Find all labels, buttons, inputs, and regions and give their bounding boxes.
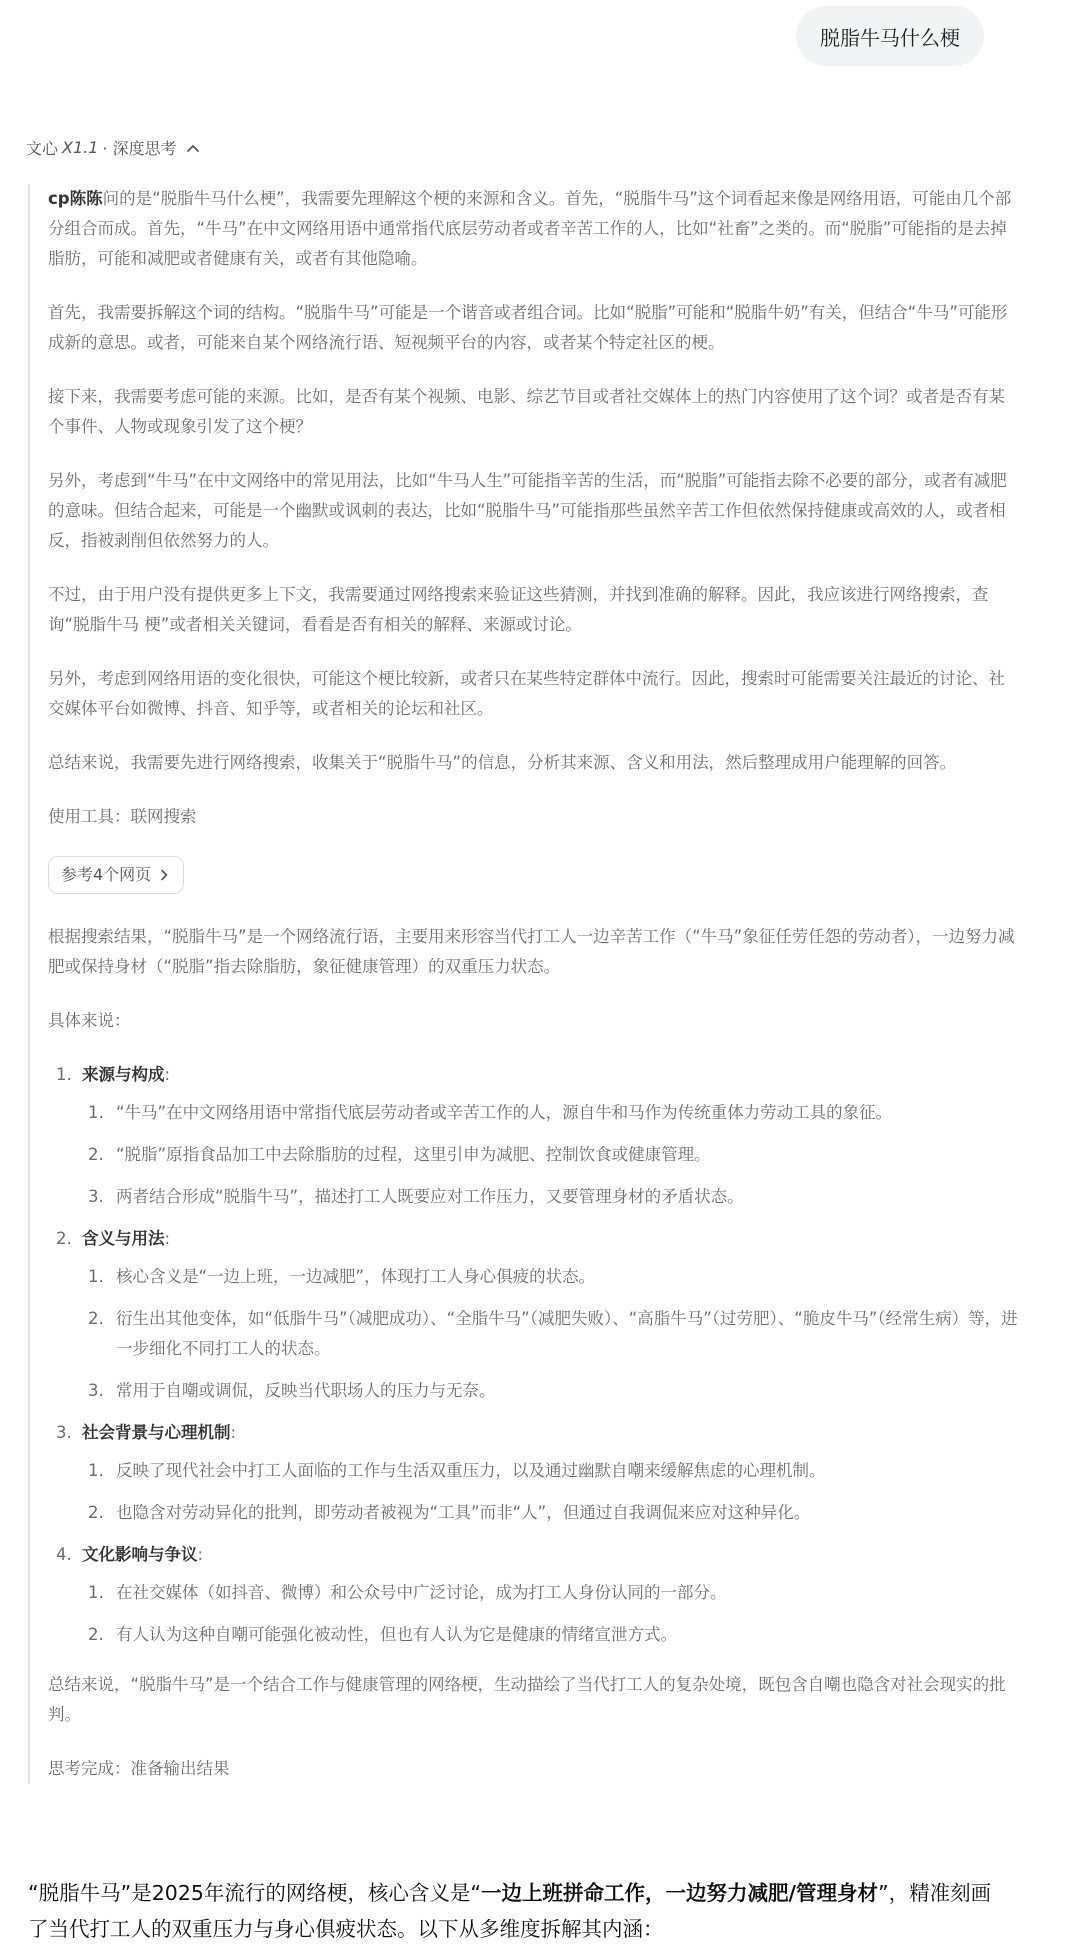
thinking-paragraph: 接下来，我需要考虑可能的来源。比如，是否有某个视频、电影、综艺节目或者社交媒体上的热门内容使用了这个词？或者是否有某个事件、人物或现象引发了这个梗？ [48, 387, 1005, 436]
list-item: 4. 文化影响与争议: 1. 在社交媒体（如抖音、微博）和公众号中广泛讨论，成为打工人身份认同的一部分。 2. 有人认为这种自嘲可能强化被动性，但也有人认为它是健康的情绪宣泄方式。 [48, 1540, 1018, 1650]
sub-list [48, 1578, 1018, 1650]
thinking-paragraph: 根据搜索结果，“脱脂牛马”是一个网络流行语，主要用来形容当代打工人一边辛苦工作（“牛马”象征任劳任怨的劳动者），一边努力减肥或保持身材（“脱脂”指去除脂肪，象征健康管理）的双重压力状态。 [48, 927, 1015, 976]
chevron-up-icon[interactable] [183, 138, 203, 158]
model-version: X1.1 [62, 138, 99, 157]
numbered-list [48, 1060, 1018, 1650]
section-title: 来源与构成 [82, 1065, 165, 1084]
thinking-paragraph: 另外，考虑到网络用语的变化很快，可能这个梗比较新，或者只在某些特定群体中流行。因此，搜索时可能需要关注最近的讨论、社交媒体平台如微博、抖音、知乎等，或者相关的论坛和社区。 [48, 669, 1005, 718]
sub-list-item: 3. 常用于自嘲或调侃，反映当代职场人的压力与无奈。 [88, 1381, 496, 1400]
user-message-text: 脱脂牛马什么梗 [820, 25, 960, 50]
thinking-toggle[interactable] [26, 136, 203, 159]
section-title: 含义与用法 [82, 1229, 165, 1248]
thinking-paragraph: 具体来说： [48, 1011, 131, 1030]
sub-list-item: 2. 有人认为这种自嘲可能强化被动性，但也有人认为它是健康的情绪宣泄方式。 [88, 1625, 677, 1644]
sub-list-item: 2. 也隐含对劳动异化的批判，即劳动者被视为“工具”而非“人”，但通过自我调侃来应对这种异化。 [88, 1503, 811, 1522]
sub-list-item: 1. 核心含义是“一边上班，一边减肥”，体现打工人身心俱疲的状态。 [88, 1267, 596, 1286]
sub-list-item: 1. 在社交媒体（如抖音、微博）和公众号中广泛讨论，成为打工人身份认同的一部分。 [88, 1583, 727, 1602]
sub-list [48, 1456, 1018, 1528]
sub-list [48, 1098, 1018, 1212]
thinking-paragraph: 总结来说，我需要先进行网络搜索，收集关于“脱脂牛马”的信息，分析其来源、含义和用法，然后整理成用户能理解的回答。 [48, 753, 957, 772]
thinking-paragraph: 总结来说，“脱脂牛马”是一个结合工作与健康管理的网络梗，生动描绘了当代打工人的复杂处境，既包含自嘲也隐含对社会现实的批判。 [48, 1675, 1006, 1724]
references-button[interactable] [48, 856, 184, 894]
sub-list-item: 3. 两者结合形成“脱脂牛马”，描述打工人既要应对工作压力，又要管理身材的矛盾状态。 [88, 1187, 744, 1206]
answer-text: “脱脂牛马”是2025年流行的网络梗，核心含义是“一边上班拼命工作，一边努力减肥/管理身材”，精准刻画了当代打工人的双重压力与身心俱疲状态。以下从多维度拆解其内涵： [28, 1881, 992, 1941]
sub-list [48, 1262, 1018, 1406]
references-label: 参考4个网页 [61, 865, 152, 884]
user-mention: cp陈陈 [48, 189, 103, 208]
user-message-bubble [796, 6, 984, 66]
thinking-mode-label: · 深度思考 [102, 139, 177, 158]
thinking-paragraph: cp陈陈问的是“脱脂牛马什么梗”，我需要先理解这个梗的来源和含义。首先，“脱脂牛马”这个词看起来像是网络用语，可能由几个部分组合而成。首先，“牛马”在中文网络用语中通常指代底层劳动者或者辛苦工作的人，比如“社畜”之类的。而“脱脂”可能指的是去掉脂肪，可能和减肥或者健康有关，或者有其他隐喻。 [48, 189, 1012, 268]
sub-list-item: 1. 反映了现代社会中打工人面临的工作与生活双重压力，以及通过幽默自嘲来缓解焦虑的心理机制。 [88, 1461, 826, 1480]
tool-used-label: 使用工具：联网搜索 [48, 807, 197, 826]
list-item: 2. 含义与用法: 1. 核心含义是“一边上班，一边减肥”，体现打工人身心俱疲的状态。 2. 衍生出其他变体，如“低脂牛马”（减肥成功）、“全脂牛马”（减肥失败）、“高脂牛马”（过劳肥）、“脆皮牛马”（经常生病）等，进一步细化不同打工人的状态。 3. 常用于自嘲或调侃，反映当代职场人的压力与无奈。 [48, 1224, 1018, 1406]
thinking-panel [28, 184, 1018, 1784]
thinking-done-label: 思考完成：准备输出结果 [48, 1759, 230, 1778]
section-title: 文化影响与争议 [82, 1545, 198, 1564]
list-item: 3. 社会背景与心理机制: 1. 反映了现代社会中打工人面临的工作与生活双重压力，以及通过幽默自嘲来缓解焦虑的心理机制。 2. 也隐含对劳动异化的批判，即劳动者被视为“工具”而非“人”，但通过自我调侃来应对这种异化。 [48, 1418, 1018, 1528]
answer-highlight: 一边上班拼命工作，一边努力减肥/管理身材 [481, 1881, 879, 1905]
list-item: 1. 来源与构成: 1. “牛马”在中文网络用语中常指代底层劳动者或辛苦工作的人，源自牛和马作为传统重体力劳动工具的象征。 2. “脱脂”原指食品加工中去除脂肪的过程，这里引申为减肥、控制饮食或健康管理。 3. 两者结合形成“脱脂牛马”，描述打工人既要应对工作压力，又要管理身材的矛盾状态。 [48, 1060, 1018, 1212]
section-title: 社会背景与心理机制 [82, 1423, 231, 1442]
thinking-paragraph: 另外，考虑到“牛马”在中文网络中的常见用法，比如“牛马人生”可能指辛苦的生活，而“脱脂”可能指去除不必要的部分，或者有减肥的意味。但结合起来，可能是一个幽默或讽刺的表达，比如“脱脂牛马”可能指那些虽然辛苦工作但依然保持健康或高效的人，或者相反，指被剥削但依然努力的人。 [48, 471, 1007, 550]
model-brand: 文心 [26, 139, 59, 158]
sub-list-item: 1. “牛马”在中文网络用语中常指代底层劳动者或辛苦工作的人，源自牛和马作为传统重体力劳动工具的象征。 [88, 1103, 893, 1122]
sub-list-item: 2. 衍生出其他变体，如“低脂牛马”（减肥成功）、“全脂牛马”（减肥失败）、“高脂牛马”（过劳肥）、“脆皮牛马”（经常生病）等，进一步细化不同打工人的状态。 [88, 1309, 1018, 1358]
sub-list-item: 2. “脱脂”原指食品加工中去除脂肪的过程，这里引申为减肥、控制饮食或健康管理。 [88, 1145, 711, 1164]
chevron-right-icon [157, 868, 171, 882]
thinking-paragraph: 首先，我需要拆解这个词的结构。“脱脂牛马”可能是一个谐音或者组合词。比如“脱脂”可能和“脱脂牛奶”有关，但结合“牛马”可能形成新的意思。或者，可能来自某个网络流行语、短视频平台的内容，或者某个特定社区的梗。 [48, 303, 1008, 352]
thinking-paragraph: 不过，由于用户没有提供更多上下文，我需要通过网络搜索来验证这些猜测，并找到准确的解释。因此，我应该进行网络搜索，查询“脱脂牛马 梗”或者相关关键词，看看是否有相关的解释、来源或讨论。 [48, 585, 989, 634]
